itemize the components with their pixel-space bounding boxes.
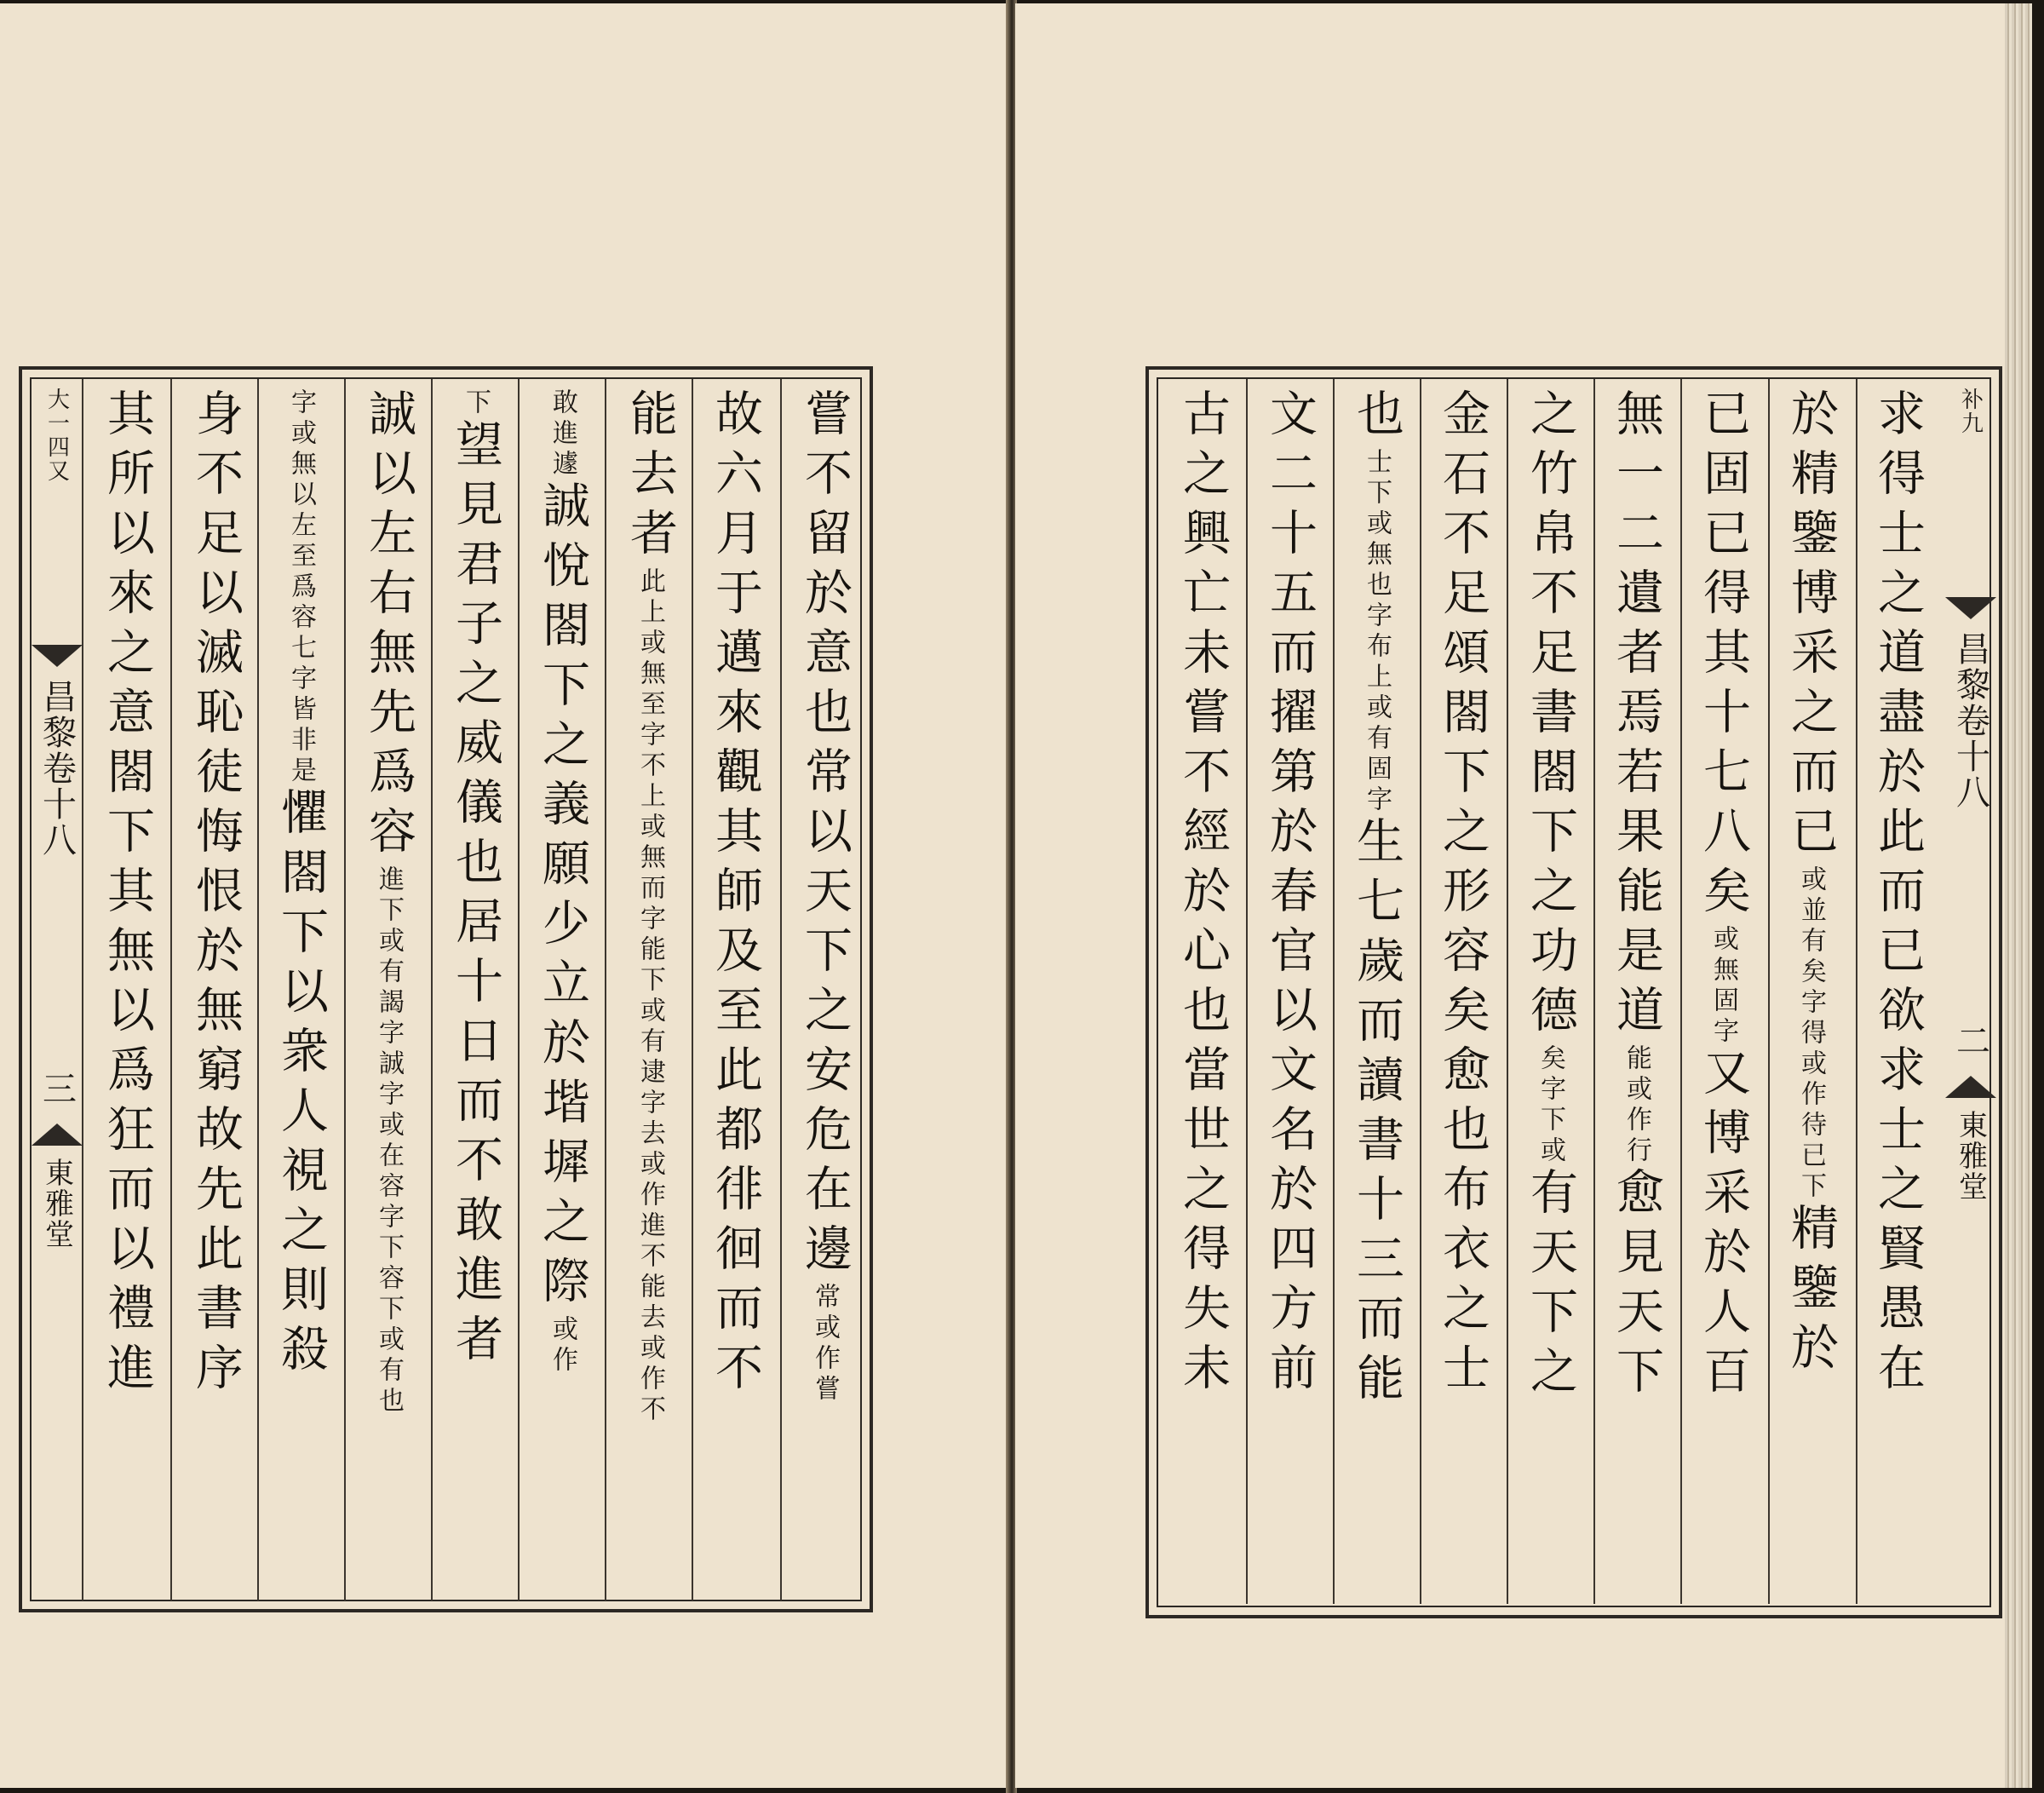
fishtail-mark-bottom — [32, 1123, 83, 1146]
main-text: 誠悅閤下之義願少立於堦墀之際 — [535, 480, 590, 1315]
folio-number: 二 — [1950, 1023, 1990, 1059]
main-text: 有天下之 — [1523, 1167, 1578, 1405]
main-text: 愈見天下 — [1609, 1167, 1664, 1405]
main-text: 又博采於人百 — [1696, 1048, 1751, 1405]
column-rule — [780, 379, 782, 1600]
main-text: 也 — [1349, 388, 1404, 448]
commentary-note: 常或作嘗 — [810, 1283, 840, 1405]
column-rule — [431, 379, 433, 1600]
commentary-note: 或無固字 — [1708, 925, 1738, 1048]
top-label: 补九 — [1957, 388, 1984, 435]
page-edges — [2005, 3, 2032, 1788]
fishtail-mark-bottom — [1945, 1076, 1996, 1098]
commentary-note: 或並有矣字得或作待已下 — [1796, 865, 1826, 1203]
text-column — [1345, 388, 1408, 1593]
running-title: 昌黎卷十八 — [1950, 631, 1990, 810]
commentary-note: 士下或無也字布上或有固字 — [1362, 448, 1392, 816]
column-rule — [170, 379, 172, 1600]
main-text: 誠以左右無先爲容 — [361, 388, 416, 865]
text-column — [1519, 388, 1582, 1593]
column-rule — [1768, 379, 1770, 1604]
text-column — [1171, 388, 1234, 1593]
text-column — [357, 388, 420, 1589]
text-column — [1258, 388, 1321, 1593]
text-column — [793, 388, 856, 1589]
main-text: 望見君子之威儀也居十日而不敢進者 — [448, 419, 503, 1373]
text-column — [1431, 388, 1494, 1593]
fishtail-mark-top — [32, 645, 83, 667]
studio-name: 東雅堂 — [39, 1158, 74, 1250]
folio-number: 三 — [37, 1071, 77, 1106]
text-column — [269, 388, 332, 1589]
commentary-note: 進下或有謁字誠字或在容字下容下或有也 — [374, 865, 404, 1417]
main-text: 古之興亡未嘗不經於心也當世之得失未 — [1175, 388, 1231, 1402]
main-text: 文二十五而擢第於春官以文名於四方前 — [1262, 388, 1318, 1402]
main-text: 之竹帛不足書閤下之功德 — [1523, 388, 1578, 1044]
main-text: 身不足以滅恥徒悔恨於無窮故先此書序 — [188, 388, 244, 1402]
column-rule — [1246, 379, 1248, 1604]
studio-name: 東雅堂 — [1953, 1110, 1988, 1202]
right-text-frame — [1145, 366, 2002, 1618]
text-column — [618, 388, 681, 1589]
left-margin-strip — [32, 379, 83, 1600]
column-rule — [257, 379, 259, 1600]
text-column — [444, 388, 507, 1589]
commentary-note: 敢進遽 — [548, 388, 577, 480]
text-column — [1779, 388, 1842, 1593]
column-rule — [1593, 379, 1595, 1604]
commentary-note: 此上或無至字不上或無而字能下或有逮字去或作進不能去或作不 — [635, 567, 665, 1426]
main-text: 無一二遺者焉若果能是道 — [1609, 388, 1664, 1044]
column-rule — [1680, 379, 1682, 1604]
commentary-note: 矣字下或 — [1536, 1044, 1565, 1167]
main-text: 能去者 — [623, 388, 678, 567]
main-text: 故六月于邁來觀其師及至此都徘徊而不 — [708, 388, 763, 1402]
main-text: 求得士之道盡於此而已欲求士之賢愚在 — [1870, 388, 1926, 1402]
main-text: 於精鑒博采之而已 — [1783, 388, 1839, 865]
text-column — [1605, 388, 1668, 1593]
main-text: 嘗不留於意也常以天下之安危在邊 — [797, 388, 853, 1283]
commentary-note: 能或作行 — [1622, 1044, 1651, 1167]
commentary-note: 下 — [461, 388, 491, 419]
main-text: 懼閤下以衆人視之則殺 — [273, 787, 329, 1383]
fishtail-mark-top — [1945, 597, 1996, 619]
column-rule — [692, 379, 693, 1600]
main-text: 其所以來之意閤下其無以爲狂而以禮進 — [100, 388, 155, 1402]
text-column — [1866, 388, 1929, 1593]
column-rule — [1856, 379, 1857, 1604]
main-text: 生七歲而讀書十三而能 — [1349, 816, 1404, 1412]
running-title: 昌黎卷十八 — [37, 679, 77, 858]
text-column — [95, 388, 158, 1589]
text-column — [184, 388, 247, 1589]
commentary-note: 或作 — [548, 1315, 577, 1376]
top-label: 大一四又 — [43, 388, 70, 483]
commentary-note: 字或無以左至爲容七字皆非是 — [286, 388, 316, 787]
column-rule — [1420, 379, 1421, 1604]
text-column — [703, 388, 766, 1589]
text-column — [531, 388, 594, 1589]
main-text: 精鑒於 — [1783, 1203, 1839, 1382]
column-rule — [1333, 379, 1335, 1604]
left-text-frame — [19, 366, 873, 1612]
column-rule — [605, 379, 606, 1600]
main-text: 已固已得其十七八矣 — [1696, 388, 1751, 925]
text-column — [1691, 388, 1754, 1593]
main-text: 金石不足頌閤下之形容矣愈也布衣之士 — [1435, 388, 1490, 1402]
column-rule — [518, 379, 520, 1600]
column-rule — [344, 379, 346, 1600]
right-margin-strip — [1945, 379, 1996, 1606]
column-rule — [1507, 379, 1508, 1604]
